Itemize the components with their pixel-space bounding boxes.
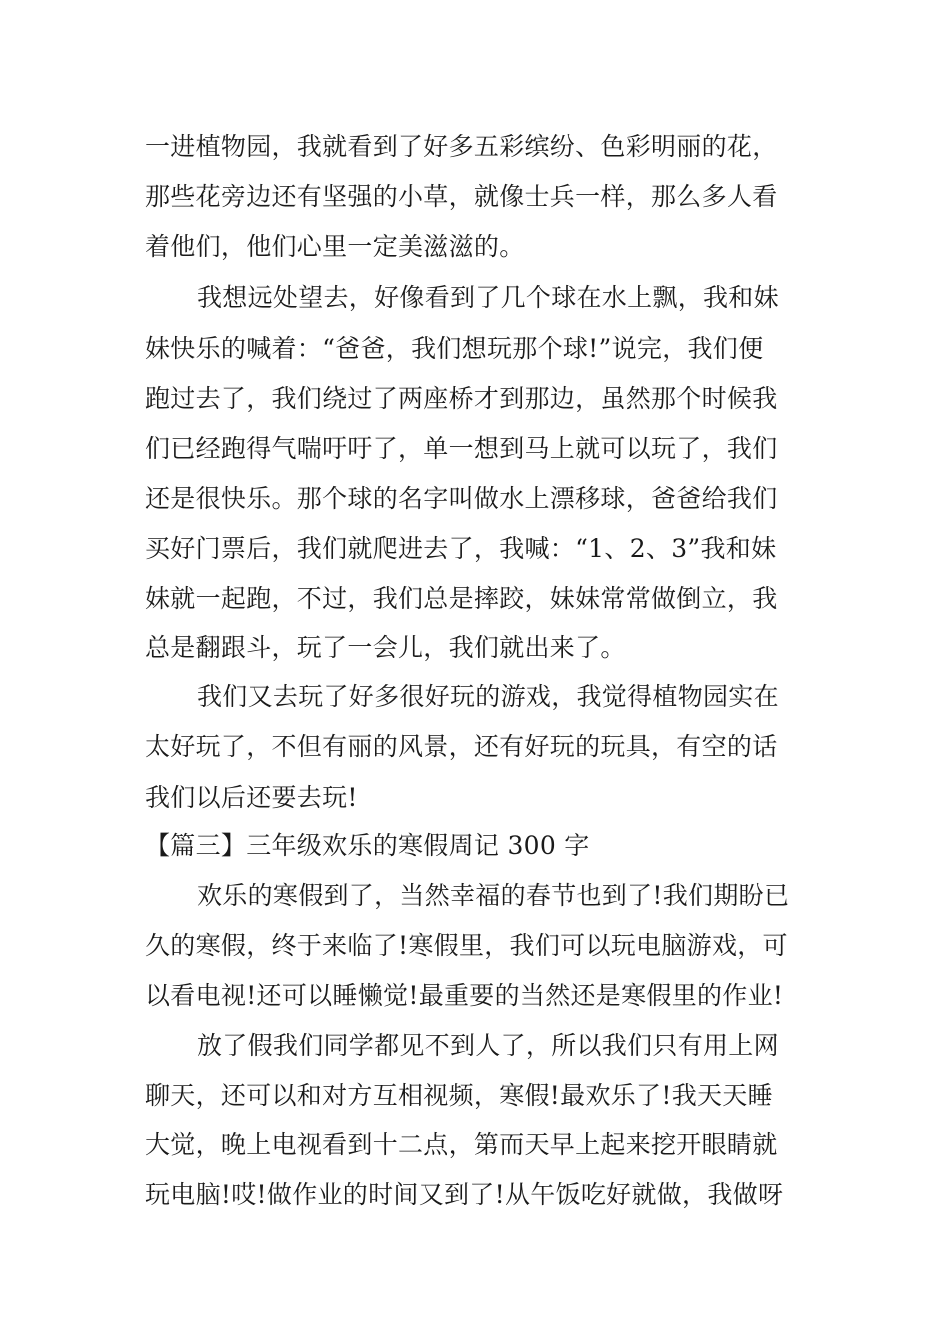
text-line: 着他们，他们心里一定美滋滋的。 [145, 232, 525, 261]
text-line: 们已经跑得气喘吁吁了，单一想到马上就可以玩了，我们 [145, 434, 778, 463]
text-line: 大觉，晚上电视看到十二点，第而天早上起来挖开眼睛就 [145, 1130, 778, 1159]
text-line: 跑过去了，我们绕过了两座桥才到那边，虽然那个时候我 [145, 384, 778, 413]
text-line: 我们以后还要去玩! [145, 783, 358, 812]
text-line: 妹快乐的喊着：“爸爸，我们想玩那个球!”说完，我们便 [145, 334, 764, 363]
text-line: 玩电脑!哎!做作业的时间又到了!从午饭吃好就做，我做呀 [145, 1180, 784, 1209]
text-line: 那些花旁边还有坚强的小草，就像士兵一样，那么多人看 [145, 182, 778, 211]
section-heading: 【篇三】三年级欢乐的寒假周记 300 字 [145, 831, 590, 860]
paragraph-first-line: 放了假我们同学都见不到人了，所以我们只有用上网 [197, 1031, 779, 1060]
text-line: 聊天，还可以和对方互相视频，寒假!最欢乐了!我天天睡 [145, 1081, 773, 1110]
text-line: 一进植物园，我就看到了好多五彩缤纷、色彩明丽的花， [145, 132, 778, 161]
text-line: 妹就一起跑，不过，我们总是摔跤，妹妹常常做倒立，我 [145, 584, 778, 613]
text-line: 总是翻跟斗，玩了一会儿，我们就出来了。 [145, 633, 626, 662]
text-line: 以看电视!还可以睡懒觉!最重要的当然还是寒假里的作业! [145, 981, 784, 1010]
text-line: 买好门票后，我们就爬进去了，我喊：“1、2、3”我和妹 [145, 534, 777, 563]
text-line: 久的寒假，终于来临了!寒假里，我们可以玩电脑游戏，可 [145, 931, 788, 960]
text-line: 还是很快乐。那个球的名字叫做水上漂移球，爸爸给我们 [145, 484, 778, 513]
paragraph-first-line: 我们又去玩了好多很好玩的游戏，我觉得植物园实在 [197, 682, 779, 711]
text-line: 太好玩了，不但有丽的风景，还有好玩的玩具，有空的话 [145, 732, 778, 761]
paragraph-first-line: 我想远处望去，好像看到了几个球在水上飘，我和妹 [197, 283, 779, 312]
paragraph-first-line: 欢乐的寒假到了，当然幸福的春节也到了!我们期盼已 [197, 881, 790, 910]
